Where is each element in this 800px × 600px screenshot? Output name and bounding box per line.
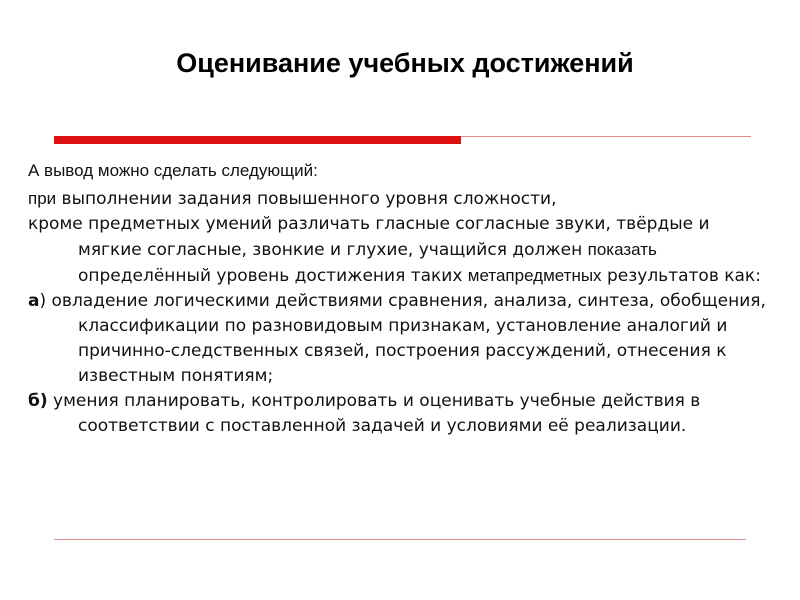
paragraph-skills [28,212,776,289]
list-item-b [28,389,776,439]
item-a-text: ) овладение логическими действиями сравнения, анализа, синтеза, обобщения, классификации по разновидовым признакам, установление аналогий и причинно-следственных связей, построения рассуждений, отнесения к известным понятиям; [39,291,766,386]
list-item-a [28,289,776,389]
title-underline-thin [461,136,751,137]
para-part-4: метапредметных [467,266,602,285]
para-part-2: показать [587,240,657,259]
item-a-marker: а [28,291,40,311]
item-b-marker: б) [28,391,48,411]
para-part-1: кроме предметных умений различать гласные согласные звуки, твёрдые и мягкие согласные, звонкие и глухие, учащийся должен [28,214,710,260]
condition-prefix: при [28,189,57,208]
condition-line [28,186,776,212]
bottom-divider [54,539,746,540]
slide-body [28,160,776,439]
para-part-5: результатов как: [601,266,761,286]
para-part-3: определённый уровень достижения таких [78,266,468,286]
lead-line: А вывод можно сделать следующий: [28,161,318,180]
condition-rest: выполнении задания повышенного уровня сложности, [56,189,557,209]
title-underline-thick [54,136,461,144]
item-b-text: умения планировать, контролировать и оценивать учебные действия в соответствии с поставленной задачей и условиями её реализации. [47,391,701,436]
page-title: Оценивание учебных достижений [176,48,634,78]
